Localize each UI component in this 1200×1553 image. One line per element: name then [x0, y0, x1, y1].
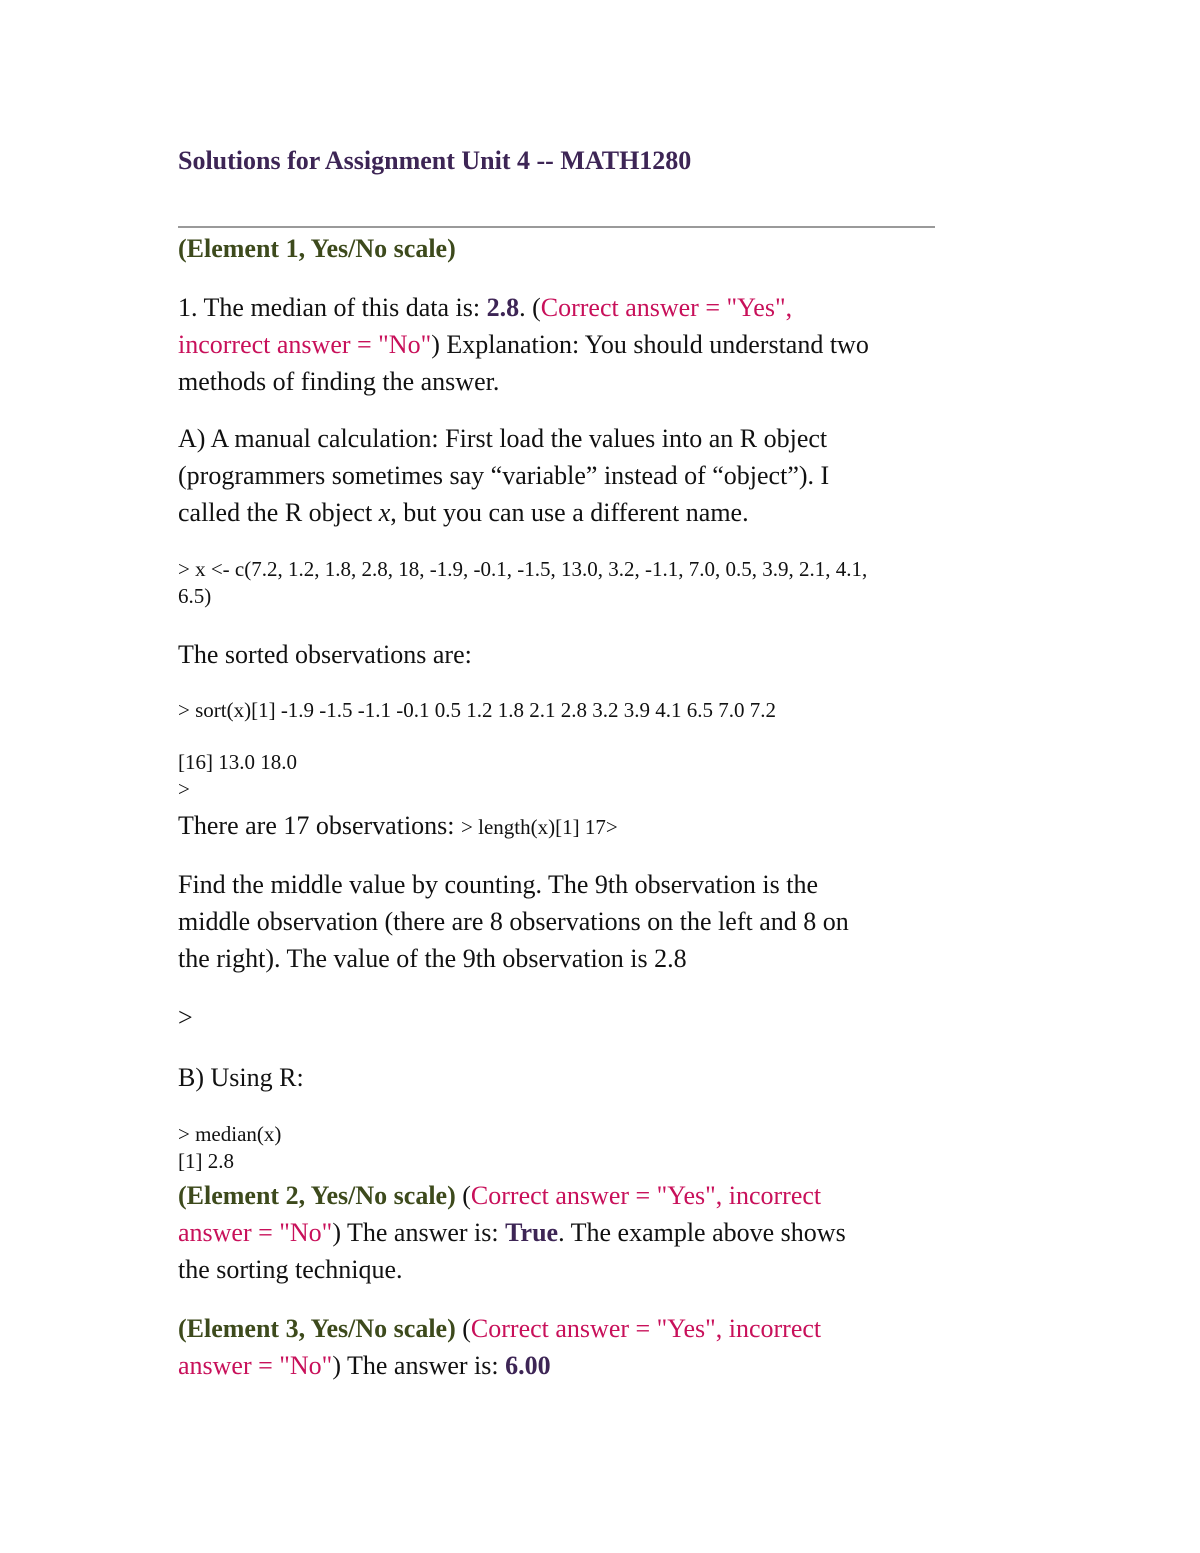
element2-line1 — [178, 1177, 846, 1214]
part-b-heading: B) Using R: — [178, 1063, 304, 1092]
prompt-2: > — [178, 1003, 193, 1032]
element2-line3: the sorting technique. — [178, 1255, 403, 1284]
middle-line3: the right). The value of the 9th observation is 2.8 — [178, 944, 687, 973]
element2-close-text: ) The answer is: — [332, 1218, 506, 1247]
element2-after-answer: . The example above shows — [558, 1218, 846, 1247]
part-a-paragraph — [178, 420, 829, 531]
middle-line2: middle observation (there are 8 observations on the left and 8 on — [178, 907, 849, 936]
part-a-line3-before: called the R object — [178, 498, 379, 527]
element3-grading-line2: answer = "No" — [178, 1351, 333, 1380]
element3-line2 — [178, 1347, 821, 1384]
question1-grading-line2: incorrect answer = "No" — [178, 330, 432, 359]
part-a-line2: (programmers sometimes say “variable” instead of “object”). I — [178, 461, 830, 490]
code-assign-line2: 6.5) — [178, 584, 212, 608]
element3-answer: 6.00 — [505, 1351, 551, 1380]
document-title: Solutions for Assignment Unit 4 -- MATH1280 — [178, 146, 692, 175]
code-assign-line1: > x <- c(7.2, 1.2, 1.8, 2.8, 18, -1.9, -0.1, -1.5, 13.0, 3.2, -1.1, 7.0, 0.5, 3.9, 2.1, 4.1, — [178, 557, 868, 581]
part-a-line3 — [178, 494, 829, 531]
element2-paragraph — [178, 1177, 846, 1288]
sort-output-line2: [16] 13.0 18.0 — [178, 750, 297, 774]
median-code-block — [178, 1121, 281, 1175]
median-code-line2: [1] 2.8 — [178, 1149, 234, 1173]
question1-after-answer: . ( — [519, 293, 541, 322]
middle-line1: Find the middle value by counting. The 9th observation is the — [178, 870, 819, 899]
element2-grading-line2: answer = "No" — [178, 1218, 333, 1247]
prompt-1: > — [178, 777, 190, 801]
sort-output-block — [178, 749, 297, 803]
element3-heading: (Element 3, Yes/No scale) — [178, 1314, 456, 1343]
question1-paragraph — [178, 289, 869, 400]
middle-paragraph — [178, 866, 849, 977]
element3-grading-line1: Correct answer = "Yes", incorrect — [470, 1314, 822, 1343]
code-assign-block — [178, 556, 867, 610]
count-line — [178, 807, 618, 846]
element2-heading: (Element 2, Yes/No scale) — [178, 1181, 456, 1210]
title-divider — [178, 226, 935, 228]
element3-line1 — [178, 1310, 821, 1347]
sorted-intro: The sorted observations are: — [178, 640, 472, 669]
question1-prefix: 1. The median of this data is: — [178, 293, 487, 322]
part-a-line1: A) A manual calculation: First load the values into an R object — [178, 424, 828, 453]
median-code-line1: > median(x) — [178, 1122, 282, 1146]
element2-open-paren: ( — [455, 1181, 471, 1210]
element2-line2 — [178, 1214, 846, 1251]
question1-line2 — [178, 326, 869, 363]
element2-answer: True — [505, 1218, 559, 1247]
element3-close-text: ) The answer is: — [332, 1351, 506, 1380]
question1-grading-line1: Correct answer = "Yes", — [540, 293, 793, 322]
count-code: > length(x)[1] 17> — [461, 815, 618, 839]
question1-line3: methods of finding the answer. — [178, 367, 500, 396]
count-text: There are 17 observations: — [178, 811, 462, 840]
part-a-variable: x — [378, 498, 391, 527]
question1-explanation: ) Explanation: You should understand two — [431, 330, 869, 359]
element1-heading: (Element 1, Yes/No scale) — [178, 234, 456, 263]
sort-output-line1: > sort(x)[1] -1.9 -1.5 -1.1 -0.1 0.5 1.2 1.8 2.1 2.8 3.2 3.9 4.1 6.5 7.0 7.2 — [178, 698, 777, 722]
element3-open-paren: ( — [455, 1314, 471, 1343]
element2-grading-line1: Correct answer = "Yes", incorrect — [470, 1181, 822, 1210]
element3-paragraph — [178, 1310, 821, 1384]
question1-answer: 2.8 — [486, 293, 520, 322]
part-a-line3-after: , but you can use a different name. — [390, 498, 749, 527]
question1-line1 — [178, 289, 869, 326]
